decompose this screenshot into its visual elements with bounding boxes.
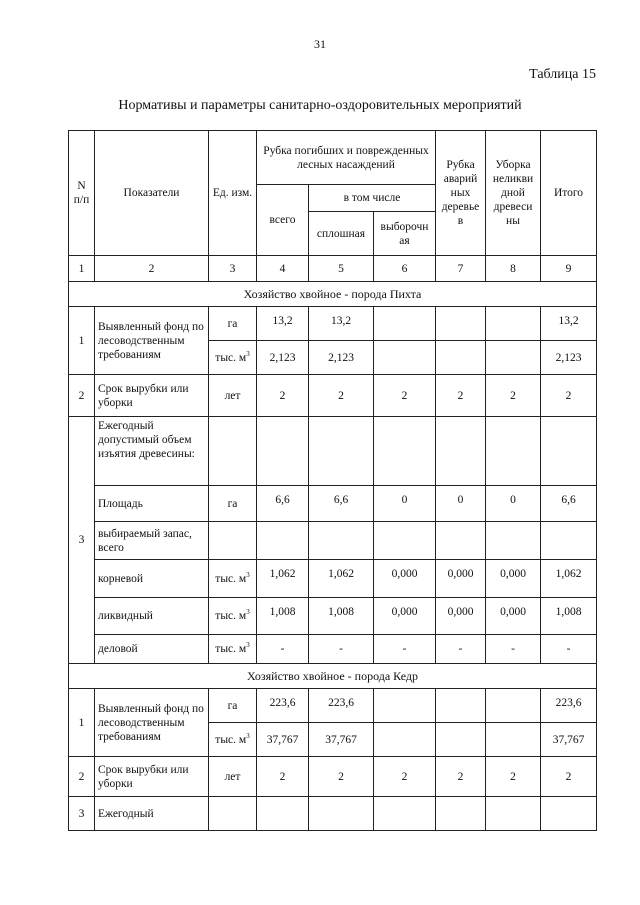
dash-cell: - — [541, 635, 597, 664]
row-label: Выявленный фонд по лесоводственным требованиям — [95, 307, 209, 375]
unit-cell: га — [209, 486, 257, 522]
colnum: 3 — [209, 256, 257, 282]
colnum: 5 — [309, 256, 374, 282]
empty-cell — [209, 417, 257, 486]
unit-cell: лет — [209, 757, 257, 797]
header-selective: выборочн ая — [374, 212, 436, 256]
value-cell: 223,6 — [257, 689, 309, 723]
value-cell: 2 — [436, 757, 486, 797]
row-label: Срок вырубки или уборки — [95, 375, 209, 417]
empty-cell — [309, 417, 374, 486]
header-total-all: всего — [257, 185, 309, 256]
value-cell: 2 — [541, 375, 597, 417]
value-cell: 2 — [257, 375, 309, 417]
value-cell: 0,000 — [436, 598, 486, 635]
value-cell: 2,123 — [309, 341, 374, 375]
value-cell: 6,6 — [257, 486, 309, 522]
value-cell: 0,000 — [486, 560, 541, 598]
empty-cell — [436, 522, 486, 560]
table-row — [69, 375, 597, 417]
value-cell: 13,2 — [541, 307, 597, 341]
empty-cell — [374, 723, 436, 757]
value-cell: 1,008 — [541, 598, 597, 635]
section-header-fir — [69, 282, 597, 307]
value-cell: 0,000 — [486, 598, 541, 635]
row-label: деловой — [95, 635, 209, 664]
unit-cell: тыс. $м^3$ — [209, 560, 257, 598]
value-cell: 37,767 — [541, 723, 597, 757]
value-cell: 6,6 — [541, 486, 597, 522]
value-cell: 13,2 — [257, 307, 309, 341]
value-cell: 1,008 — [257, 598, 309, 635]
empty-cell — [374, 417, 436, 486]
empty-cell — [374, 341, 436, 375]
empty-cell — [309, 522, 374, 560]
unit-cell: лет — [209, 375, 257, 417]
table-row — [69, 486, 597, 522]
empty-cell — [209, 797, 257, 831]
value-cell: 1,062 — [541, 560, 597, 598]
value-cell: 223,6 — [309, 689, 374, 723]
empty-cell — [257, 522, 309, 560]
value-cell: 1,062 — [309, 560, 374, 598]
empty-cell — [486, 723, 541, 757]
unit-cell: тыс. $м^3$ — [209, 598, 257, 635]
header-unit: Ед. изм. — [209, 131, 257, 256]
header-num: N п/п — [69, 131, 95, 256]
header-cleanup: Уборка неликви дной древеси ны — [486, 131, 541, 256]
row-number: 1 — [69, 689, 95, 757]
dash-cell: - — [486, 635, 541, 664]
page-number: 31 — [314, 37, 326, 51]
empty-cell — [541, 522, 597, 560]
empty-cell — [436, 341, 486, 375]
table-row — [69, 757, 597, 797]
value-cell: 6,6 — [309, 486, 374, 522]
header-clear: сплошная — [309, 212, 374, 256]
unit-cell: га — [209, 689, 257, 723]
table-row — [69, 417, 597, 486]
row-number: 1 — [69, 307, 95, 375]
table-row — [69, 689, 597, 723]
colnum: 7 — [436, 256, 486, 282]
colnum: 2 — [95, 256, 209, 282]
empty-cell — [436, 417, 486, 486]
colnum: 1 — [69, 256, 95, 282]
table-row — [69, 797, 597, 831]
section-header-cedar — [69, 664, 597, 689]
colnum: 4 — [257, 256, 309, 282]
row-label: Выявленный фонд по лесоводственным требованиям — [95, 689, 209, 757]
empty-cell — [486, 341, 541, 375]
empty-cell — [436, 689, 486, 723]
table-row — [69, 560, 597, 598]
empty-cell — [436, 307, 486, 341]
empty-cell — [374, 797, 436, 831]
row-label: корневой — [95, 560, 209, 598]
table-row — [69, 307, 597, 341]
table-row — [69, 598, 597, 635]
colnum: 6 — [374, 256, 436, 282]
empty-cell — [309, 797, 374, 831]
dash-cell: - — [309, 635, 374, 664]
table-label: Таблица 15 — [529, 67, 596, 82]
value-cell: 1,008 — [309, 598, 374, 635]
value-cell: 0,000 — [374, 598, 436, 635]
unit-cell: тыс. $м^3$ — [209, 635, 257, 664]
header-emergency: Рубка аварий ных деревье в — [436, 131, 486, 256]
section-title: Хозяйство хвойное - порода Пихта — [69, 282, 597, 307]
empty-cell — [374, 522, 436, 560]
value-cell: 0 — [486, 486, 541, 522]
empty-cell — [486, 417, 541, 486]
header-indicators: Показатели — [95, 131, 209, 256]
value-cell: 1,062 — [257, 560, 309, 598]
row-label: ликвидный — [95, 598, 209, 635]
dash-cell: - — [257, 635, 309, 664]
value-cell: 13,2 — [309, 307, 374, 341]
value-cell: 37,767 — [309, 723, 374, 757]
value-cell: 223,6 — [541, 689, 597, 723]
unit-cell: га — [209, 307, 257, 341]
value-cell: 37,767 — [257, 723, 309, 757]
norms-table — [68, 130, 597, 831]
row-label: Срок вырубки или уборки — [95, 757, 209, 797]
row-label: Площадь — [95, 486, 209, 522]
table-title: Нормативы и параметры санитарно-оздоровительных мероприятий — [118, 98, 522, 113]
empty-cell — [486, 797, 541, 831]
value-cell: 2,123 — [257, 341, 309, 375]
empty-cell — [374, 689, 436, 723]
table-row — [69, 635, 597, 664]
empty-cell — [541, 417, 597, 486]
empty-cell — [541, 797, 597, 831]
value-cell: 2 — [486, 757, 541, 797]
value-cell: 2 — [374, 375, 436, 417]
row-label: Ежегодный — [95, 797, 209, 831]
row-label: Ежегодный допустимый объем изъятия древесины: — [95, 417, 209, 486]
dash-cell: - — [374, 635, 436, 664]
value-cell: 2 — [309, 375, 374, 417]
unit-cell: тыс. $м^3$ — [209, 723, 257, 757]
header-including: в том числе — [309, 185, 436, 212]
value-cell: 2 — [374, 757, 436, 797]
dash-cell: - — [436, 635, 486, 664]
value-cell: 2 — [309, 757, 374, 797]
empty-cell — [486, 522, 541, 560]
header-felling-dead: Рубка погибших и поврежденных лесных насаждений — [257, 131, 436, 185]
table-row — [69, 522, 597, 560]
colnum: 9 — [541, 256, 597, 282]
value-cell: 0,000 — [436, 560, 486, 598]
empty-cell — [436, 797, 486, 831]
column-numbers-row — [69, 256, 597, 282]
row-label: выбираемый запас, всего — [95, 522, 209, 560]
empty-cell — [436, 723, 486, 757]
header-total: Итого — [541, 131, 597, 256]
value-cell: 0 — [436, 486, 486, 522]
row-number: 2 — [69, 375, 95, 417]
value-cell: 2 — [257, 757, 309, 797]
row-number: 3 — [69, 797, 95, 831]
value-cell: 2 — [486, 375, 541, 417]
value-cell: 2 — [541, 757, 597, 797]
empty-cell — [257, 417, 309, 486]
value-cell: 2 — [436, 375, 486, 417]
empty-cell — [209, 522, 257, 560]
empty-cell — [486, 307, 541, 341]
empty-cell — [486, 689, 541, 723]
value-cell: 2,123 — [541, 341, 597, 375]
row-number: 2 — [69, 757, 95, 797]
empty-cell — [374, 307, 436, 341]
unit-cell: тыс. $м^3$ — [209, 341, 257, 375]
value-cell: 0,000 — [374, 560, 436, 598]
value-cell: 0 — [374, 486, 436, 522]
header-row-1 — [69, 131, 597, 185]
row-number: 3 — [69, 417, 95, 664]
colnum: 8 — [486, 256, 541, 282]
section-title: Хозяйство хвойное - порода Кедр — [69, 664, 597, 689]
empty-cell — [257, 797, 309, 831]
